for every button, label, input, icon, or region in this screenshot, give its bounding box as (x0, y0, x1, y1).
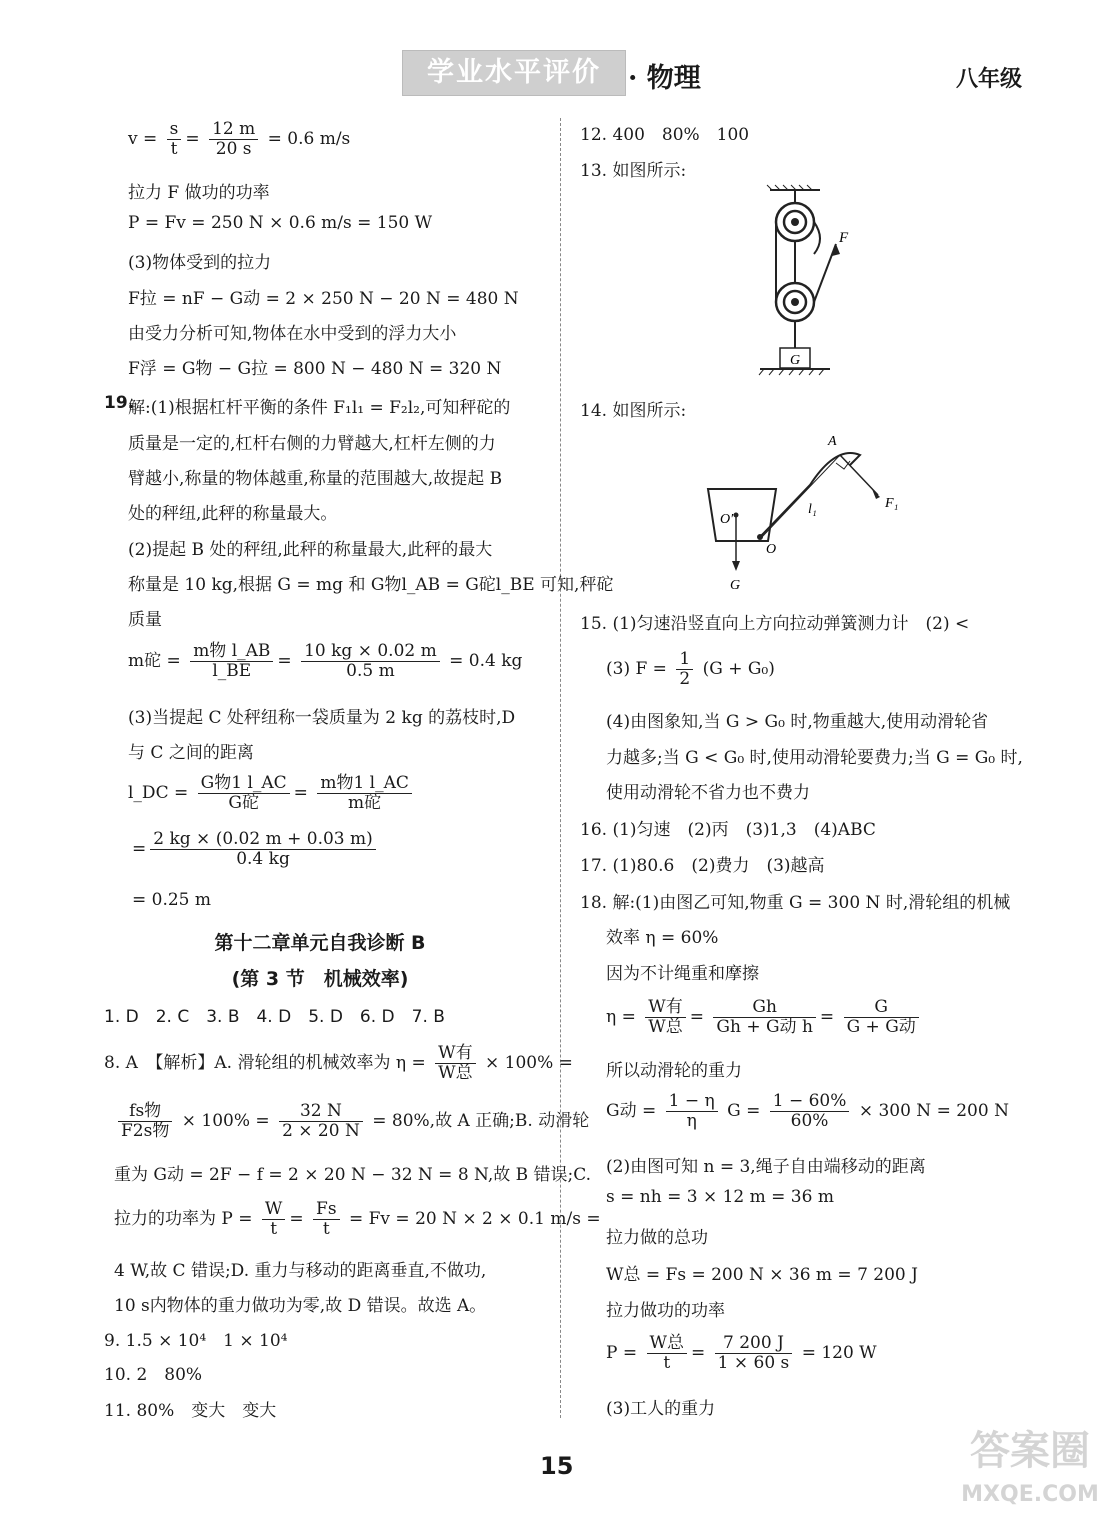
text-line: 4 W,故 C 错误;D. 重力与移动的距离垂直,不做功, (114, 1261, 487, 1281)
label-O-prime: O′ (720, 512, 734, 527)
text-line: (4)由图象知,当 G > G₀ 时,物重越大,使用动滑轮省 (606, 712, 989, 732)
text-line: 由受力分析可知,物体在水中受到的浮力大小 (128, 324, 457, 344)
label-G: G (790, 353, 801, 368)
lever-diagram (700, 425, 960, 595)
q8-intro: 8. A 【解析】A. 滑轮组的机械效率为 η = W有 W总 × 100% = (104, 1043, 573, 1083)
text-line: 处的秤纽,此秤的称量最大。 (128, 504, 338, 524)
pulley-diagram (750, 184, 860, 384)
eq-buoyancy: F浮 = G物 − G拉 = 800 N − 480 N = 320 N (128, 359, 502, 379)
eq-distance-result: = 0.25 m (132, 890, 212, 910)
eq-counterweight-mass: m砣 = m物 l_AB l_BE = $\frac{10 kg \times 0.02 m}{0.5 m}$ = 0.4 kg (128, 641, 523, 681)
label-A: A (828, 434, 837, 449)
answer-10: 10. 2 80% (104, 1365, 203, 1385)
answer-12: 12. 400 80% 100 (580, 125, 750, 145)
text-line: 拉力做功的功率 (606, 1301, 725, 1321)
header-grade: 八年级 (956, 66, 1023, 92)
text-line: 称量是 10 kg,根据 G = mg 和 G物l_AB = G砣l_BE 可知,秤砣 (128, 575, 614, 595)
label-F1: F₁ (885, 496, 899, 511)
text-line: 与 C 之间的距离 (128, 743, 254, 763)
question-number: 19. (104, 393, 135, 413)
text-line: (3)当提起 C 处秤纽称一袋质量为 2 kg 的荔枝时,D (128, 708, 516, 728)
eq-distance: s = nh = 3 × 12 m = 36 m (606, 1187, 834, 1207)
text-line: 重为 G动 = 2F − f = 2 × 20 N − 32 N = 8 N,故 B 错误;C. (114, 1165, 592, 1185)
text-line: 臂越小,称量的物体越重,称量的范围越大,故提起 B (128, 469, 503, 489)
eq-speed: v = $\frac{s}{t}$ = $\frac{12 m}{20 s}$ = 0.6 m/s (128, 119, 351, 159)
watermark: 答案圈 MXQE.COM (961, 1428, 1099, 1507)
answer-15: 15. (1)匀速沿竖直向上方向拉动弹簧测力计 (2) < (580, 614, 970, 634)
label-G: G (730, 578, 741, 593)
text-line: 因为不计绳重和摩擦 (606, 964, 759, 984)
text-line: 10 s内物体的重力做功为零,故 D 错误。故选 A。 (114, 1296, 487, 1316)
label-O: O (766, 542, 777, 557)
eq-work: W总 = Fs = 200 N × 36 m = 7 200 J (606, 1265, 918, 1285)
section-subtitle: (第 3 节 机械效率) (231, 968, 409, 990)
eq-15: (3) F = $\frac{1}{2}$ (G + G₀) (606, 649, 775, 689)
answer-9: 9. 1.5 × 10⁴ 1 × 10⁴ (104, 1331, 288, 1351)
eq-distance-calc: = $\frac{2 kg \times (0.02 m + 0.03 m)}{0.4 kg}$ (132, 830, 380, 869)
eq-power: P = W总 t = $\frac{7 200 J}{1 \times 60 s}$ = 120 W (606, 1333, 877, 1373)
right-column (580, 0, 1110, 1440)
eq-efficiency: η = W有 W总 = Gh Gh + G动 h = G G + G动 (606, 998, 923, 1037)
text-line: (2)提起 B 处的秤纽,此秤的称量最大,此秤的最大 (128, 540, 493, 560)
label-F: F (839, 230, 849, 246)
section-title: 第十二章单元自我诊断 B (214, 932, 426, 954)
text-line: (2)由图可知 n = 3,绳子自由端移动的距离 (606, 1157, 926, 1177)
text-line: (3)物体受到的拉力 (128, 253, 272, 273)
text-line: 力越多;当 G < G₀ 时,使用动滑轮要费力;当 G = G₀ 时, (606, 748, 1023, 768)
answer-14: 14. 如图所示: (580, 401, 687, 421)
text-line: 质量是一定的,杠杆右侧的力臂越大,杠杆左侧的力 (128, 434, 496, 454)
header-subject: · 物理 (628, 63, 701, 94)
text-line: 所以动滑轮的重力 (606, 1061, 742, 1081)
eq-power: P = Fv = 250 N × 0.6 m/s = 150 W (128, 213, 433, 233)
answer-18: 18. 解:(1)由图乙可知,物重 G = 300 N 时,滑轮组的机械 (580, 893, 1011, 913)
answer-13: 13. 如图所示: (580, 161, 687, 181)
answer-11: 11. 80% 变大 变大 (104, 1401, 277, 1421)
mc-answers: 1. D 2. C 3. B 4. D 5. D 6. D 7. B (104, 1007, 445, 1027)
left-column-lower (104, 0, 601, 1440)
page-number: 15 (540, 1452, 574, 1480)
text-line: 拉力做的总功 (606, 1228, 708, 1248)
answer-17: 17. (1)80.6 (2)费力 (3)越高 (580, 856, 825, 876)
q8-power: 拉力的功率为 P = $\frac{W}{t}$ = $\frac{Fs}{t}$ = Fv = 20 N × 2 × 0.1 m/s = (114, 1199, 601, 1239)
text-line: 解:(1)根据杠杆平衡的条件 F₁l₁ = F₂l₂,可知秤砣的 (128, 398, 511, 418)
eq-moving-pulley: G动 = $\frac{1 - \eta}{\eta}$ G = $\frac{1 - 60\%}{60\%}$ × 300 N = 200 N (606, 1091, 1009, 1131)
label-l1: l₁ (808, 502, 817, 517)
q8-efficiency: fs物 F2s物 × 100% = $\frac{32 N}{2 \times 20 N}$ = 80%,故 A 正确;B. 动滑轮 (114, 1102, 589, 1141)
text-line: 质量 (128, 610, 162, 630)
answer-16: 16. (1)匀速 (2)丙 (3)1,3 (4)ABC (580, 820, 876, 840)
text-line: 拉力 F 做功的功率 (128, 183, 270, 203)
text-line: 使用动滑轮不省力也不费力 (606, 783, 810, 803)
text-line: 效率 η = 60% (606, 928, 719, 948)
eq-distance: l_DC = G物1 l_AC G砣 = m物1 l_AC m砣 (128, 774, 416, 813)
text-line: (3)工人的重力 (606, 1399, 716, 1419)
header-title: 学业水平评价 (402, 50, 626, 96)
eq-pull: F拉 = nF − G动 = 2 × 250 N − 20 N = 480 N (128, 289, 519, 309)
